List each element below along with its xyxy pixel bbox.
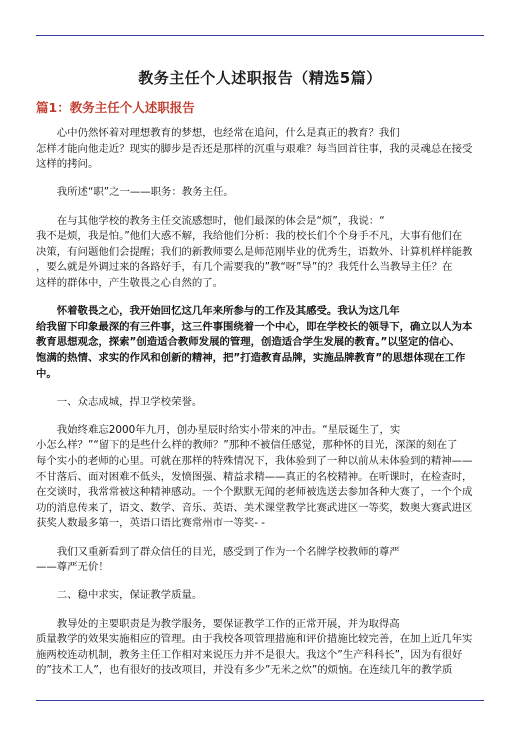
paragraph-line: 一、众志成城，捍卫学校荣誉。 bbox=[36, 395, 203, 408]
paragraph-line: 质量教学的效果实施相应的管理。由于我校各项管理措施和评价措施比较完善，在加上近几年实 bbox=[36, 633, 473, 646]
paragraph-line: ，要么就是外调过来的各路好手，有几个需要我的”教“呀”导”的？我凭什么当教导主任？在 bbox=[36, 261, 453, 274]
paragraph-line: 的”技术工人”，也有很好的技改项目，并没有多少”无米之炊”的烦恼。在连续几年的教学质 bbox=[36, 664, 453, 677]
paragraph-line: 给我留下印象最深的有三件事，这三件事围绕着一个中心，即在学校长的领导下，确立以人为本 bbox=[36, 320, 473, 333]
paragraph-line: 在交谈时，我常常被这种精神感动。一个个默默无闻的老师被选送去参加各种大赛了，一个个成 bbox=[36, 486, 473, 499]
paragraph bbox=[36, 395, 486, 411]
paragraph-line: 每个实小的老师的心里。可就在那样的特殊情况下，我体验到了一种以前从未体验到的精神—— bbox=[36, 455, 473, 468]
paragraph bbox=[36, 214, 486, 292]
paragraph-line: 我们又重新看到了群众信任的目光，感受到了作为一个名牌学校教师的尊严 bbox=[36, 545, 400, 558]
paragraph-line: 怎样才能向他走近？现实的脚步是否还是那样的沉重与艰难？每当回首往事，我的灵魂总在接受 bbox=[36, 142, 473, 155]
paragraph bbox=[36, 126, 486, 173]
paragraph-line: 我所述“职”之一——职务：教务主任。 bbox=[36, 186, 234, 199]
paragraph-line: 获奖人数最多第一，英语口语比赛常州市一等奖- - bbox=[36, 517, 266, 530]
bottom-divider bbox=[36, 700, 484, 701]
paragraph-line: 在与其他学校的教务主任交流感想时，他们最深的体会是“烦”，我说：“ bbox=[36, 214, 385, 227]
paragraph-line: 这样的拷问。 bbox=[36, 158, 99, 171]
paragraph-line: 功的消息传来了，语文、数学、音乐、英语、美术课堂教学比赛武进区一等奖，数奥大赛武进区 bbox=[36, 501, 473, 514]
paragraph-line: 心中仍然怀着对理想教育的梦想，也经常在追问，什么是真正的教育？我们 bbox=[36, 127, 400, 139]
top-divider bbox=[36, 35, 484, 36]
paragraph-line: ——尊严无价！ bbox=[36, 561, 109, 574]
paragraph bbox=[36, 185, 486, 201]
paragraph-line: 这样的群体中，产生敬畏之心自然的了。 bbox=[36, 276, 224, 289]
paragraph-line: 决策，有问题他们会提醒；我们的新教师要么是师范刚毕业的优秀生，语数外、计算机样样能教 bbox=[36, 245, 473, 258]
paragraph-line: 教导处的主要职责是为教学服务，要保证教学工作的正常开展，并为取得高 bbox=[36, 617, 400, 630]
paragraph bbox=[36, 545, 486, 576]
section-heading: 篇1：教务主任个人述职报告 bbox=[36, 100, 195, 115]
paragraph-line: 施两校连动机制，教务主任工作相对来说压力并不是很大。我这个”生产科科长”，因为有很好 bbox=[36, 648, 463, 661]
paragraph-line: 不甘落后、面对困难不低头，发愤图强、精益求精——真正的名校精神。在听课时，在检查时， bbox=[36, 470, 473, 483]
paragraph-line: 我不是烦，我是怕。”他们大惑不解，我给他们分析：我的校长们个个身手不凡，大事有他们在 bbox=[36, 230, 463, 243]
paragraph-line: 教育思想观念，探索”创造适合教师发展的管理，创造适合学生发展的教育。”以坚定的信心、 bbox=[36, 336, 461, 349]
paragraph bbox=[36, 304, 486, 382]
paragraph-line: 二、稳中求实，保证教学质量。 bbox=[36, 589, 203, 602]
paragraph bbox=[36, 617, 486, 679]
paragraph-line: 怀着敬畏之心，我开始回忆这几年来所参与的工作及其感受。我认为这几年 bbox=[36, 305, 400, 318]
paragraph-line: 小怎么样？”“留下的是些什么样的教师？”那种不被信任感觉，那种怀的目光，深深的刻在了 bbox=[36, 439, 458, 452]
paragraph bbox=[36, 588, 486, 604]
paragraph bbox=[36, 423, 486, 532]
paragraph-line: 我始终难忘2000年九月，创办星辰时给实小带来的冲击。“星辰诞生了，实 bbox=[36, 423, 401, 436]
paragraph-line: 中。 bbox=[36, 367, 57, 380]
document-title: 教务主任个人述职报告（精选5篇） bbox=[138, 69, 382, 87]
body-text bbox=[36, 126, 486, 692]
paragraph-line: 饱满的热情、求实的作风和创新的精神，把”打造教育品牌，实施品牌教育”的思想体现在工作 bbox=[36, 351, 466, 364]
